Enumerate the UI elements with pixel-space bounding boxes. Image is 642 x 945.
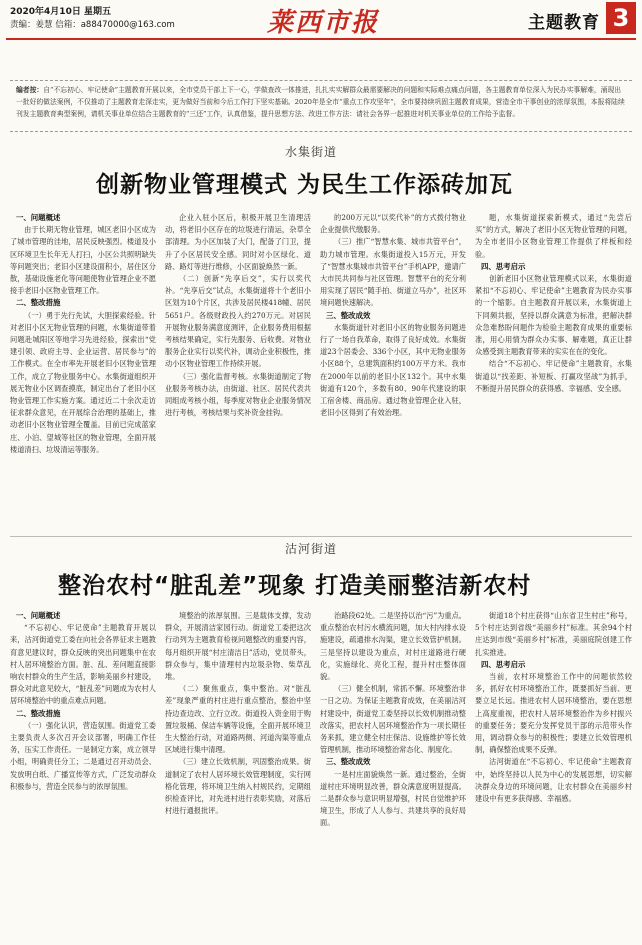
section-heading: 三、整改成效 xyxy=(326,310,371,320)
editor-note-text xyxy=(16,84,626,130)
paragraph: （三）健全机制，常抓不懈。环境整治非一日之功。为保证主题教育成效，在美丽沽河村建设中，街道党工委坚持以长效机制推动整改落实，把农村人居环境整治作为一项长期任务来抓，建立健全村庄保洁、设施维护等长效管理机制，推动环境整治常态化、制度化。 xyxy=(320,684,466,755)
editor-note-body: 自“不忘初心、牢记使命”主题教育开展以来，全市党员干部上下一心，学做查改一体推进，扎扎实实解群众最需要解决的问题和实际难点痛点问题，各主题教育单位深入为民办实事解难，涌现出一批好的做法案例，不仅推动了主题教育走深走实，更为做好当前和今后工作打下坚实基础。2020年是全市“重点工作攻坚年”，全市要持续巩固主题教育成果，营造全市干事创业的浓厚氛围，本报将陆续刊发主题教育典型案例，请机关事业单位结合主题教育的“三还”工作，认真借鉴，提升思想方法、改进工作方法：请社会各界一起推进对机关事业单位的工作给予监督。 xyxy=(16,86,625,118)
paragraph: 企业入驻小区后，积极开展卫生清理活动，将老旧小区存在的垃圾进行清运，杂草全部清理。为小区加装了大门，配备了门卫，提升了小区居民安全感。同时对小区绿化、道路、路灯等进行维修，小区面貌焕然一新。 xyxy=(165,213,311,271)
article2-headline: 整治农村“脏乱差”现象 打造美丽整洁新农村 xyxy=(58,573,532,599)
section-heading: 四、思考启示 xyxy=(481,261,526,271)
article2-kicker: 沽河街道 xyxy=(285,542,338,556)
article-separator xyxy=(10,536,632,537)
masthead xyxy=(0,0,642,40)
editor-line: 责编：姜慧 信箱：a88470000@163.com xyxy=(10,20,175,30)
section-title: 主题教育 xyxy=(528,13,600,33)
masthead-rule xyxy=(6,38,636,40)
paragraph: （二）创新“先享后交”，实行以奖代补。“先享后交”试点，水集街道将十个老旧小区划为10个片区，共涉及居民楼418幢、居民5651户。各级财政投入约270万元。对居民开展物业服务满意度测评，企业服务费用根据考核结果确定，实行先服务、后收费。对物业服务企业实行以奖代补，调动企业积极性，推动小区物业管理工作持续开展。 xyxy=(165,274,311,369)
section-heading: 三、整改成效 xyxy=(326,757,371,767)
article1-column-2 xyxy=(165,212,311,532)
paragraph: 境整治的浓厚氛围。三是载体支撑，发动群众，开展清洁家园行动。街道党工委把这次行动列为主题教育检视问题整改的重要内容，每月组织开展“村庄清洁日”活动，党员带头，群众参与，集中清理村内垃圾杂物、柴草乱堆。 xyxy=(165,611,311,682)
section-heading: 二、整改措施 xyxy=(16,298,61,308)
article2-column-3 xyxy=(320,610,466,940)
paragraph: （三）推广“智慧水集、城市共管平台”，助力城市管理。水集街道投入15万元，开发了“智慧水集城市共管平台”手机APP，邀请广大市民共同参与社区管理。智慧平台的充分利用实现了居民“随手拍、街道立马办”，社区环境问题快速解决。 xyxy=(320,237,466,308)
paragraph: （一）勇于先行先试，大胆探索经验。针对老旧小区无物业管理的问题，水集街道带着问题赴城阳区等地学习先进经验，探索出“党建引领、政府主导、企业运营、居民参与”的工作模式。在全市率先开展老旧小区物业管理工作，成立了物业服务中心。水集街道组织开展无物业小区调查摸底，制定出台了老旧小区物业管理工作实施方案。通过近二十余次走访征求群众意见，在开展综合治理的基础上，推动老旧小区物业管理全覆盖。目前已完成蓝家庄、小泊、望城等社区的物业管理，全面开展楼道清扫、垃圾清运等服务。 xyxy=(10,310,156,454)
article1-column-4 xyxy=(475,212,632,532)
page-number: 3 xyxy=(606,2,636,34)
paragraph: 当前，农村环境整治工作中的问题依然较多，抓好农村环境整治工作，既要抓好当前、更要立足长远。推进农村人居环境整治，要在思想上高度重视，把农村人居环境整治作为乡村振兴的重要任务；要充分发挥党员干部的示范带头作用，调动群众参与的积极性；要建立长效管理机制，确保整治成果不反弹。 xyxy=(475,672,632,755)
section-heading: 一、问题概述 xyxy=(16,213,61,222)
article2-column-2 xyxy=(165,610,311,940)
paragraph: （三）建立长效机制，巩固整治成果。街道制定了农村人居环境长效管理制度，实行网格化管理，将环境卫生纳入村规民约，定期组织检查评比，对先进村进行表彰奖励，对落后村进行通报批评。 xyxy=(165,757,311,816)
article1-column-3 xyxy=(320,212,466,532)
article1-headline: 创新物业管理模式 为民生工作添砖加瓦 xyxy=(96,172,514,198)
paragraph: 水集街道针对老旧小区的物业服务问题进行了一场自我革命，取得了良好成效。水集街道23个居委会、336个小区，其中无物业服务小区88个，总建筑面积约100万平方米。我市在2000年以前的老旧小区132个。其中水集街道有120个，多数有80、90年代建设的职工宿舍楼、商品房。通过物业管理企业入驻，老旧小区得到了有效治理。 xyxy=(320,322,466,418)
paragraph: 治路段62处。二是坚持以治“污”为重点。重点整治农村污水横流问题，加大村内排水设施建设，疏通排水沟渠，建立长效管护机制。三是坚持以建设为重点，对村庄道路进行硬化，实施绿化、亮化工程，提升村庄整体面貌。 xyxy=(320,611,466,682)
section-heading: 四、思考启示 xyxy=(481,659,526,669)
newspaper-logo: 莱西市报 xyxy=(266,8,379,38)
paragraph: 结合“不忘初心、牢记使命”主题教育，水集街道以“找差距、补短板、打赢攻坚战”为抓手，不断提升居民群众的获得感、幸福感、安全感。 xyxy=(475,359,632,393)
editor-note xyxy=(10,80,632,132)
article1-kicker: 水集街道 xyxy=(285,145,338,159)
paragraph: 一是村庄面貌焕然一新。通过整治，全街道村庄环境明显改善，群众满意度明显提高。二是群众参与意识明显增强，村民自觉维护环境卫生，形成了人人参与、共建共享的良好局面。 xyxy=(320,769,466,828)
paragraph: 题，水集街道探索新模式，通过“先尝后买”的方式，解决了老旧小区无物业管理的问题，为全市老旧小区物业管理工作提供了样板和经验。 xyxy=(475,213,632,259)
editor-note-label: 编者按： xyxy=(16,86,44,94)
paragraph: 的200万元以“以奖代补”的方式拨付物业企业提供代缴服务。 xyxy=(320,213,466,235)
paragraph: “不忘初心、牢记使命”主题教育开展以来，沽河街道党工委在向社会各界征求主题教育意见建议时，群众反映的突出问题集中在农村人居环境整治方面。脏、乱、差问题直接影响农村群众的生产生活，影响美丽乡村建设，群众对此意见较大，“脏乱差”问题成为农村人居环境整治中的重点难点问题。 xyxy=(10,623,156,706)
masthead-info xyxy=(10,6,175,32)
paragraph: 由于长期无物业管理，城区老旧小区成为了城市管理的洼地，居民反映强烈。楼道及小区环境卫生长年无人打扫，小区公共照明缺失等问题突出；老旧小区建设面积小，居住区分散，基础设施老化等问题使物业管理企业不愿接手老旧小区物业管理工作。 xyxy=(10,225,156,296)
date-line: 2020年4月10日 星期五 xyxy=(10,7,111,17)
paragraph: 创新老旧小区物业管理模式以来，水集街道紧扣“不忘初心、牢记使命”主题教育为民办实事的一个缩影。自主题教育开展以来，水集街道上下同频共振，坚持以群众满意为标准，把解决群众急难愁盼问题作为检验主题教育成果的重要标准，用心用情为群众办实事、解难题，真正让群众感受到主题教育带来的实实在在的变化。 xyxy=(475,274,632,357)
paragraph: （二）聚焦重点，集中整治。对“脏乱差”现象严重的村庄进行重点整治，整治中坚持边查边改、立行立改。街道投入资金用于购置垃圾桶、保洁车辆等设施，全面开展环境卫生大整治行动，对道路两侧、河道沟渠等重点区域进行集中清理。 xyxy=(165,684,311,755)
section-heading: 二、整改措施 xyxy=(16,708,61,718)
article2-column-1 xyxy=(10,610,156,940)
paragraph: （一）强化认识，营造氛围。街道党工委主要负责人多次召开会议部署，明确工作任务，压实工作责任。一是制定方案，成立领导小组，明确责任分工；二是通过召开动员会、发放明白纸、广播宣传等方式，广泛发动群众积极参与，营造全民参与的浓厚氛围。 xyxy=(10,720,156,791)
article2-column-4 xyxy=(475,610,632,940)
article1-column-1 xyxy=(10,212,156,532)
paragraph: 沽河街道在“不忘初心、牢记使命”主题教育中，始终坚持以人民为中心的发展思想，切实解决群众身边的环境问题，让农村群众在美丽乡村建设中有更多获得感、幸福感。 xyxy=(475,757,632,804)
section-heading: 一、问题概述 xyxy=(16,611,61,620)
paragraph: （三）强化监督考核。水集街道制定了物业服务考核办法，由街道、社区、居民代表共同组成考核小组，每季度对物业企业服务情况进行考核，考核结果与奖补资金挂钩。 xyxy=(165,371,311,418)
paragraph: 街道18个村庄获得“山东省卫生村庄”称号，5个村庄达到省级“美丽乡村”标准。其余94个村庄达到市级“美丽乡村”标准，美丽庭院创建工作扎实推进。 xyxy=(475,611,632,657)
